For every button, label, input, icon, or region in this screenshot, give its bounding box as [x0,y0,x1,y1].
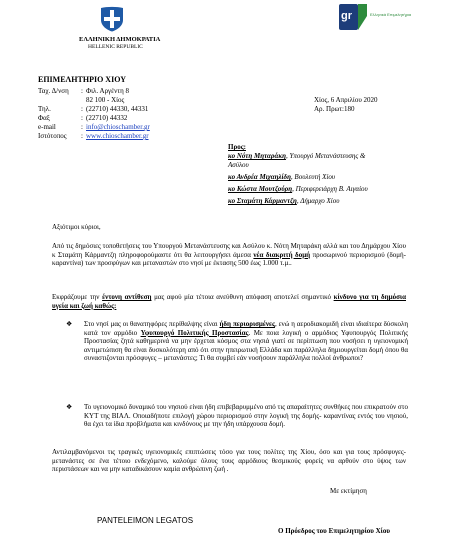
republic-name-en: HELLENIC REPUBLIC [88,44,143,50]
recipients-heading: Προς: [228,143,246,151]
address-label: Ταχ. Δ/νση [38,87,69,95]
greeting: Αξιότιμοι κύριοι, [52,223,101,231]
paragraph-call-to-action: Αντιλαμβανόμενοι τις τραγικές υγειονομικές επιπτώσεις τόσο για τους πολίτες της Χίου, όσο και για τους πρόσφυγες-μετανάστες σε ένα τέτοιο ενδεχόμενο, καλούμε όλους τους αρμόδιους θεσμικούς φορείς να αρθούν στο ύψος των περιστάσεων και να μην καταδικάσουν καμία ανθρώπινη ζωή . [52,448,406,474]
bullet-marker: ❖ [66,403,73,411]
president-title: Ο Πρόεδρος του Επιμελητηρίου Χίου [278,527,390,535]
email-value[interactable]: info@chioschamber.gr [86,123,150,131]
letter-date: Χίος, 6 Απριλίου 2020 [314,96,378,104]
bullet-marker: ❖ [66,320,73,328]
protocol-number: Αρ. Πρωτ:180 [314,105,355,113]
recipient-regional-governor: κο Κώστα Μουτζούρη, Περιφερειάρχη Β. Αιγαίου [228,185,368,193]
email-label: e-mail [38,123,56,131]
hellenic-republic-emblem [98,6,126,32]
logo-caption: Ελληνικά Επιμελητήρια [370,12,412,17]
republic-name-gr: ΕΛΛΗΝΙΚΗ ΔΗΜΟΚΡΑΤΙΑ [79,36,161,43]
recipient-mp: κο Ανδρέα Μιχαηλίδη, Βουλευτή Χίου [228,173,336,181]
signature: PANTELEIMON LEGATOS [97,516,194,525]
paragraph-announcement: Από τις δημόσιες τοποθετήσεις του Υπουργού Μετανάστευσης και Ασύλου κ. Νότη Μηταράκη αλλά και του Δημάρχου Χίου κ Σταμάτη Κάρμαντζη πληροφορούμαστε ότι θα λειτουργήσει άμεσα νέα διακριτή δομή προσωρινού περιορισμού (δομή-καραντίνα) των προσφύγων και μεταναστών στο νησί με έκτασης 500 έως 1.000 τ.μ.. [52,242,406,268]
chamber-title: ΕΠΙΜΕΛΗΤΗΡΙΟ ΧΙΟΥ [38,75,126,84]
postal-code: 82 100 - Χίος [86,96,125,104]
bullet-existing-structure: Το υγειονομικό δυναμικό του νησιού είναι ήδη επιβεβαρυμμένο από τις απαραίτητες συνθήκες που επικρατούν στο ΚΥΤ της ΒΙΑΛ. Οποιαδήποτε επιλογή χώρου περιορισμού στην λογική της δομής- καραντίνας εντός του νησιού, θα έχει τα ίδια προβλήματα και κινδύνους με την ήδη υπάρχουσα δομή. [84,403,408,429]
fax-label: Φαξ [38,114,50,122]
closing-respect: Με εκτίμηση [330,487,367,495]
phone-label: Τηλ. [38,105,51,113]
paragraph-opposition: Εκφράζουμε την έντονη αντίθεση μας αφού μία τέτοια ανεύθυνη απόφαση αποτελεί σημαντικό κίνδυνο για τη δημόσια υγεία και ζωή καθώς: [52,293,406,310]
website-link[interactable]: www.chioschamber.gr [86,132,149,140]
website-label: Ιστότοπος [38,132,67,140]
fax-value: (22710) 44332 [86,114,128,122]
address-value: Φιλ. Αργέντη 8 [86,87,129,95]
greek-chambers-logo [336,2,412,32]
recipient-mayor: κο Σταμάτη Κάρμαντζη, Δήμαρχο Χίου [228,197,340,205]
logo-letters: gr [341,10,352,22]
phone-value: (22710) 44330, 44331 [86,105,149,113]
bullet-healthcare-capacity: Στο νησί μας οι θανατηφόρες περίθαλψης είναι ήδη περιορισμένες, ενώ η αεροδιακομιδή είναι ιδιαίτερα δύσκολη κατά τον αρμόδιο Υφυπουργό Πολιτικής Προστασίας. Με ποια λογική ο αρμόδιος Υφυπουργός Πολιτικής Προστασίας ζητά καθημερινά να μην έρχεται κόσμος στα νησιά γιατί σε περίπτωση που νοσήσει η υγειονομική αντιμετώπιση θα είναι δυσκολότερη από ότι στην ηπειρωτική Ελλάδα και παράλληλα δημιουργείται δομή όπου θα συναστιζονται πρόσφυγες – μετανάστες; Τι θα συμβεί εάν νοσήσουν παράλληλα πολλοί άνθρωποι? [84,320,408,363]
recipient-minister: κο Νότη Μηταράκη, Υπουργό Μετανάστευσης & [228,152,366,160]
recipient-minister-cont: Ασύλου [228,161,249,169]
